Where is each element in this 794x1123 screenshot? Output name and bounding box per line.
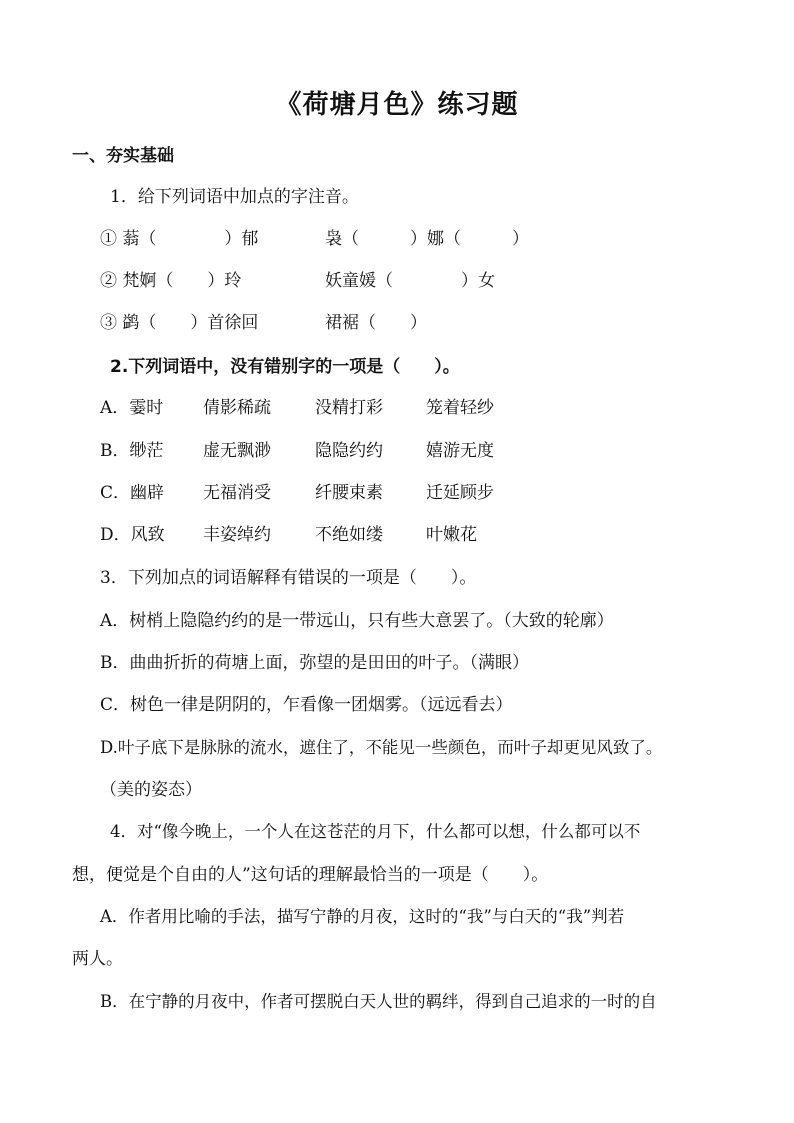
question-4-stem-line-1: 4．对“像今晚上，一个人在这苍茫的月下，什么都可以想，什么都可以不	[110, 822, 641, 841]
option-word: 虚无飘渺	[203, 441, 271, 461]
question-3-option-d-note: （美的姿态）	[100, 780, 202, 800]
question-3-option-d: D.叶子底下是脉脉的流水，遮住了，不能见一些颜色，而叶子却更见风致了。	[100, 738, 663, 757]
option-word: C．幽辟	[100, 483, 165, 503]
question-2-stem: 2.下列词语中，没有错别字的一项是（ ）。	[110, 357, 460, 377]
option-word: 纤腰束素	[315, 483, 383, 503]
question-1-item: ② 梵婀（ ）玲	[100, 271, 242, 291]
question-3-stem: 3．下列加点的词语解释有错误的一项是（ ）。	[100, 568, 477, 588]
question-1-item: 裙裾（ ）	[325, 313, 427, 333]
question-1-stem: 1．给下列词语中加点的字注音。	[110, 187, 359, 207]
option-word: A．霎时	[100, 398, 164, 418]
option-word: 迁延顾步	[426, 483, 494, 503]
option-word: 不绝如缕	[315, 525, 383, 545]
option-word: B．缈茫	[100, 441, 164, 461]
option-word: 笼着轻纱	[426, 398, 494, 418]
option-word: 倩影稀疏	[203, 398, 271, 418]
question-4-stem-line-2: 想，便觉是个自由的人”这句话的理解最恰当的一项是（ ）。	[72, 865, 549, 885]
question-1-item: 袅（ ）娜（ ）	[325, 229, 529, 249]
option-word: 没精打彩	[315, 398, 383, 418]
question-4-option-a-line-1: A．作者用比喻的手法，描写宁静的月夜，这时的“我”与白天的“我”判若	[100, 907, 625, 926]
option-word: 无福消受	[203, 483, 271, 503]
question-4-option-a-line-2: 两人。	[72, 949, 123, 969]
question-3-option-b: B．曲曲折折的荷塘上面，弥望的是田田的叶子。（满眼）	[100, 653, 529, 673]
question-4-option-b-line-1: B．在宁静的月夜中，作者可摆脱白天人世的羁绊，得到自己追求的一时的自	[100, 992, 657, 1011]
question-3-option-a: A．树梢上隐隐约约的是一带远山，只有些大意罢了。（大致的轮廓）	[100, 611, 614, 631]
question-1-item: ① 蓊（ ）郁	[100, 229, 259, 249]
question-1-item: 妖童媛（ ）女	[325, 271, 495, 291]
page-title: 《荷塘月色》练习题	[275, 90, 519, 120]
option-word: 叶嫩花	[426, 525, 477, 545]
question-3-option-c: C．树色一律是阴阴的，乍看像一团烟雾。（远远看去）	[100, 695, 513, 715]
option-word: 嬉游无度	[426, 441, 494, 461]
question-1-item: ③ 鹢（ ）首徐回	[100, 313, 259, 333]
option-word: 丰姿绰约	[203, 525, 271, 545]
option-word: 隐隐约约	[315, 441, 383, 461]
section-heading: 一、夯实基础	[72, 146, 174, 166]
option-word: D．风致	[100, 525, 165, 545]
